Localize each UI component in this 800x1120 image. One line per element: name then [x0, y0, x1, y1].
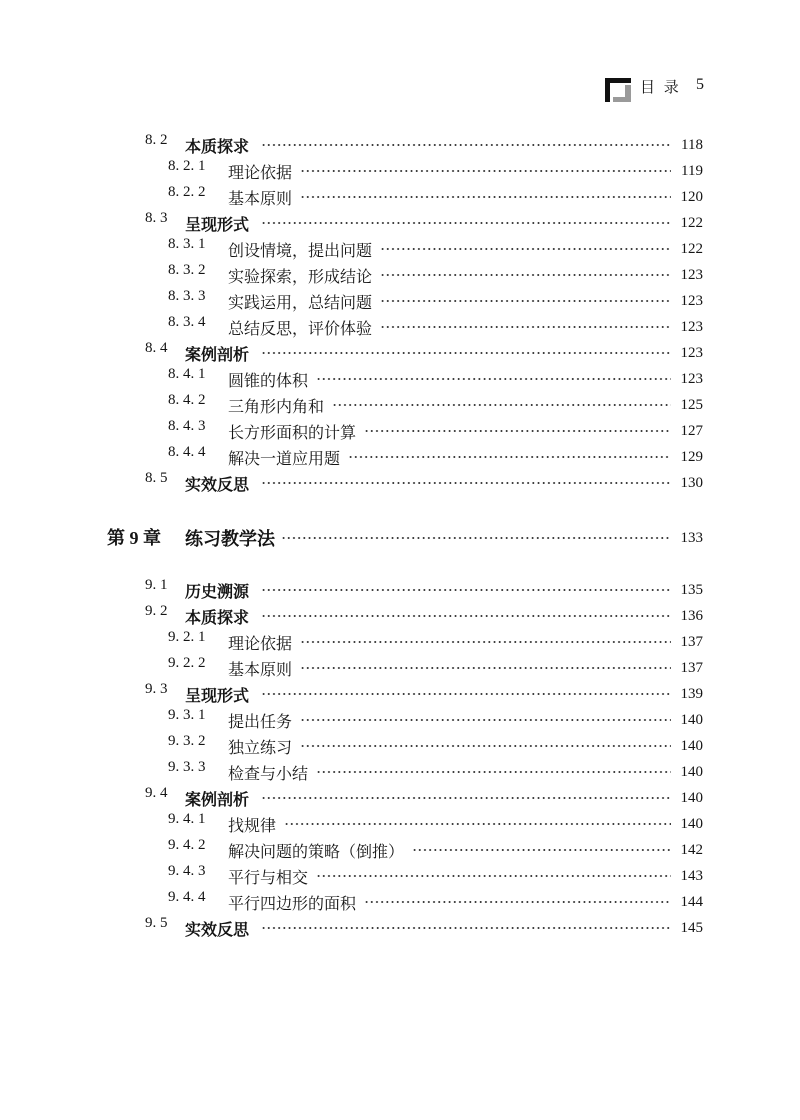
dot-leader — [261, 614, 670, 618]
toc-section-entry — [0, 132, 800, 158]
entry-body — [228, 707, 703, 733]
entry-title: 圆锥的体积 — [228, 370, 309, 390]
entry-page-number: 133 — [680, 529, 703, 546]
entry-title: 呈现形式 — [185, 214, 250, 234]
entry-page-number: 118 — [681, 136, 703, 153]
entry-title: 平行四边形的面积 — [228, 893, 357, 913]
header-page-number: 5 — [696, 76, 704, 93]
entry-number: 8. 3 — [145, 210, 168, 226]
dot-leader — [284, 822, 670, 826]
dot-leader — [281, 536, 671, 540]
entry-number: 9. 2. 2 — [168, 655, 206, 671]
toc-subsection-entry — [0, 733, 800, 759]
entry-body — [228, 288, 703, 314]
entry-page-number: 127 — [680, 422, 703, 439]
toc-subsection-entry — [0, 837, 800, 863]
entry-title: 呈现形式 — [185, 685, 250, 705]
toc-section-entry — [0, 340, 800, 366]
toc-subsection-entry — [0, 444, 800, 470]
entry-number: 8. 5 — [145, 470, 168, 486]
entry-number: 9. 3. 2 — [168, 733, 206, 749]
entry-title: 解决一道应用题 — [228, 448, 341, 468]
dot-leader — [380, 299, 670, 303]
entry-page-number: 137 — [680, 659, 703, 676]
dot-leader — [261, 796, 670, 800]
dot-leader — [364, 900, 670, 904]
dot-leader — [300, 666, 670, 670]
entry-body — [185, 520, 703, 556]
entry-number: 9. 2 — [145, 603, 168, 619]
entry-page-number: 122 — [680, 240, 703, 257]
entry-page-number: 130 — [680, 474, 703, 491]
entry-page-number: 120 — [680, 188, 703, 205]
dot-leader — [261, 351, 670, 355]
table-of-contents — [0, 132, 800, 941]
chapter-mark-icon — [605, 78, 631, 102]
dot-leader — [261, 692, 670, 696]
dot-leader — [300, 640, 670, 644]
toc-subsection-entry — [0, 418, 800, 444]
toc-subsection-entry — [0, 707, 800, 733]
entry-title: 三角形内角和 — [228, 396, 325, 416]
dot-leader — [380, 247, 670, 251]
entry-title: 理论依据 — [228, 633, 293, 653]
entry-title: 本质探求 — [185, 136, 250, 156]
entry-body — [228, 889, 703, 915]
dot-leader — [380, 325, 670, 329]
dot-leader — [380, 273, 670, 277]
toc-subsection-entry — [0, 236, 800, 262]
toc-section-entry — [0, 785, 800, 811]
dot-leader — [316, 377, 670, 381]
entry-number: 8. 4 — [145, 340, 168, 356]
entry-number: 8. 2 — [145, 132, 168, 148]
toc-subsection-entry — [0, 314, 800, 340]
toc-subsection-entry — [0, 655, 800, 681]
entry-body — [228, 655, 703, 681]
entry-body — [185, 785, 703, 811]
dot-leader — [300, 744, 670, 748]
entry-title: 练习教学法 — [185, 529, 275, 550]
entry-body — [185, 577, 703, 603]
header-title: 目 录 — [640, 78, 681, 96]
entry-title: 基本原则 — [228, 659, 293, 679]
dot-leader — [364, 429, 670, 433]
entry-number: 9. 4 — [145, 785, 168, 801]
entry-body — [185, 210, 703, 236]
entry-page-number: 143 — [680, 867, 703, 884]
entry-page-number: 136 — [680, 607, 703, 624]
entry-body — [228, 262, 703, 288]
entry-body — [228, 314, 703, 340]
toc-subsection-entry — [0, 184, 800, 210]
entry-title: 实践运用，总结问题 — [228, 292, 373, 312]
entry-number: 9. 4. 2 — [168, 837, 206, 853]
entry-page-number: 137 — [680, 633, 703, 650]
entry-page-number: 140 — [680, 711, 703, 728]
entry-number: 8. 3. 4 — [168, 314, 206, 330]
entry-number: 9. 3 — [145, 681, 168, 697]
entry-title: 提出任务 — [228, 711, 293, 731]
toc-subsection-entry — [0, 759, 800, 785]
entry-body — [228, 418, 703, 444]
entry-number: 8. 3. 2 — [168, 262, 206, 278]
entry-number: 8. 3. 3 — [168, 288, 206, 304]
entry-title: 平行与相交 — [228, 867, 309, 887]
entry-title: 历史溯源 — [185, 581, 250, 601]
entry-title: 基本原则 — [228, 188, 293, 208]
running-header — [600, 76, 710, 102]
entry-page-number: 119 — [681, 162, 703, 179]
toc-section-entry — [0, 603, 800, 629]
entry-title: 实验探索，形成结论 — [228, 266, 373, 286]
dot-leader — [300, 195, 670, 199]
toc-subsection-entry — [0, 392, 800, 418]
dot-leader — [316, 874, 670, 878]
entry-body — [185, 340, 703, 366]
entry-title: 总结反思，评价体验 — [228, 318, 373, 338]
entry-body — [228, 759, 703, 785]
dot-leader — [348, 455, 670, 459]
entry-page-number: 129 — [680, 448, 703, 465]
entry-page-number: 123 — [680, 318, 703, 335]
entry-title: 检查与小结 — [228, 763, 309, 783]
dot-leader — [261, 588, 670, 592]
entry-number: 8. 3. 1 — [168, 236, 206, 252]
entry-body — [228, 811, 703, 837]
entry-page-number: 123 — [680, 344, 703, 361]
toc-subsection-entry — [0, 288, 800, 314]
entry-number: 9. 4. 4 — [168, 889, 206, 905]
dot-leader — [316, 770, 670, 774]
entry-number: 9. 2. 1 — [168, 629, 206, 645]
entry-title: 找规律 — [228, 815, 277, 835]
toc-subsection-entry — [0, 629, 800, 655]
toc-subsection-entry — [0, 366, 800, 392]
entry-body — [228, 733, 703, 759]
entry-number: 8. 4. 3 — [168, 418, 206, 434]
entry-page-number: 123 — [680, 370, 703, 387]
entry-title: 理论依据 — [228, 162, 293, 182]
toc-subsection-entry — [0, 863, 800, 889]
entry-body — [228, 236, 703, 262]
entry-number: 9. 3. 3 — [168, 759, 206, 775]
toc-section-entry — [0, 577, 800, 603]
entry-body — [228, 629, 703, 655]
entry-title: 案例剖析 — [185, 344, 250, 364]
entry-page-number: 142 — [680, 841, 703, 858]
entry-title: 案例剖析 — [185, 789, 250, 809]
entry-page-number: 135 — [680, 581, 703, 598]
entry-page-number: 140 — [680, 737, 703, 754]
entry-page-number: 144 — [680, 893, 703, 910]
dot-leader — [332, 403, 670, 407]
entry-body — [185, 603, 703, 629]
entry-title: 实效反思 — [185, 474, 250, 494]
dot-leader — [261, 143, 671, 147]
entry-page-number: 123 — [680, 292, 703, 309]
toc-chapter-entry — [0, 520, 800, 556]
entry-body — [185, 915, 703, 941]
dot-leader — [300, 169, 671, 173]
entry-body — [228, 863, 703, 889]
entry-number: 9. 1 — [145, 577, 168, 593]
entry-page-number: 140 — [680, 763, 703, 780]
entry-number: 第 9 章 — [107, 528, 161, 548]
toc-subsection-entry — [0, 889, 800, 915]
entry-page-number: 145 — [680, 919, 703, 936]
entry-number: 8. 4. 4 — [168, 444, 206, 460]
entry-body — [228, 444, 703, 470]
entry-title: 长方形面积的计算 — [228, 422, 357, 442]
toc-section-entry — [0, 470, 800, 496]
entry-number: 8. 2. 2 — [168, 184, 206, 200]
entry-number: 9. 5 — [145, 915, 168, 931]
entry-page-number: 125 — [680, 396, 703, 413]
entry-page-number: 140 — [680, 789, 703, 806]
entry-body — [228, 837, 703, 863]
entry-title: 解决问题的策略（倒推） — [228, 841, 405, 861]
dot-leader — [412, 848, 670, 852]
entry-title: 独立练习 — [228, 737, 293, 757]
entry-body — [185, 132, 703, 158]
entry-number: 8. 2. 1 — [168, 158, 206, 174]
entry-body — [185, 470, 703, 496]
toc-section-entry — [0, 915, 800, 941]
toc-subsection-entry — [0, 158, 800, 184]
toc-section-entry — [0, 681, 800, 707]
dot-leader — [261, 926, 670, 930]
entry-number: 8. 4. 1 — [168, 366, 206, 382]
entry-number: 9. 4. 3 — [168, 863, 206, 879]
toc-subsection-entry — [0, 811, 800, 837]
dot-leader — [261, 221, 670, 225]
entry-title: 实效反思 — [185, 919, 250, 939]
entry-number: 8. 4. 2 — [168, 392, 206, 408]
entry-body — [228, 158, 703, 184]
entry-body — [185, 681, 703, 707]
entry-number: 9. 3. 1 — [168, 707, 206, 723]
dot-leader — [261, 481, 670, 485]
dot-leader — [300, 718, 670, 722]
toc-subsection-entry — [0, 262, 800, 288]
entry-page-number: 122 — [680, 214, 703, 231]
entry-title: 创设情境，提出问题 — [228, 240, 373, 260]
entry-page-number: 139 — [680, 685, 703, 702]
entry-title: 本质探求 — [185, 607, 250, 627]
entry-body — [228, 392, 703, 418]
entry-page-number: 123 — [680, 266, 703, 283]
toc-section-entry — [0, 210, 800, 236]
entry-page-number: 140 — [680, 815, 703, 832]
entry-body — [228, 184, 703, 210]
entry-number: 9. 4. 1 — [168, 811, 206, 827]
entry-body — [228, 366, 703, 392]
